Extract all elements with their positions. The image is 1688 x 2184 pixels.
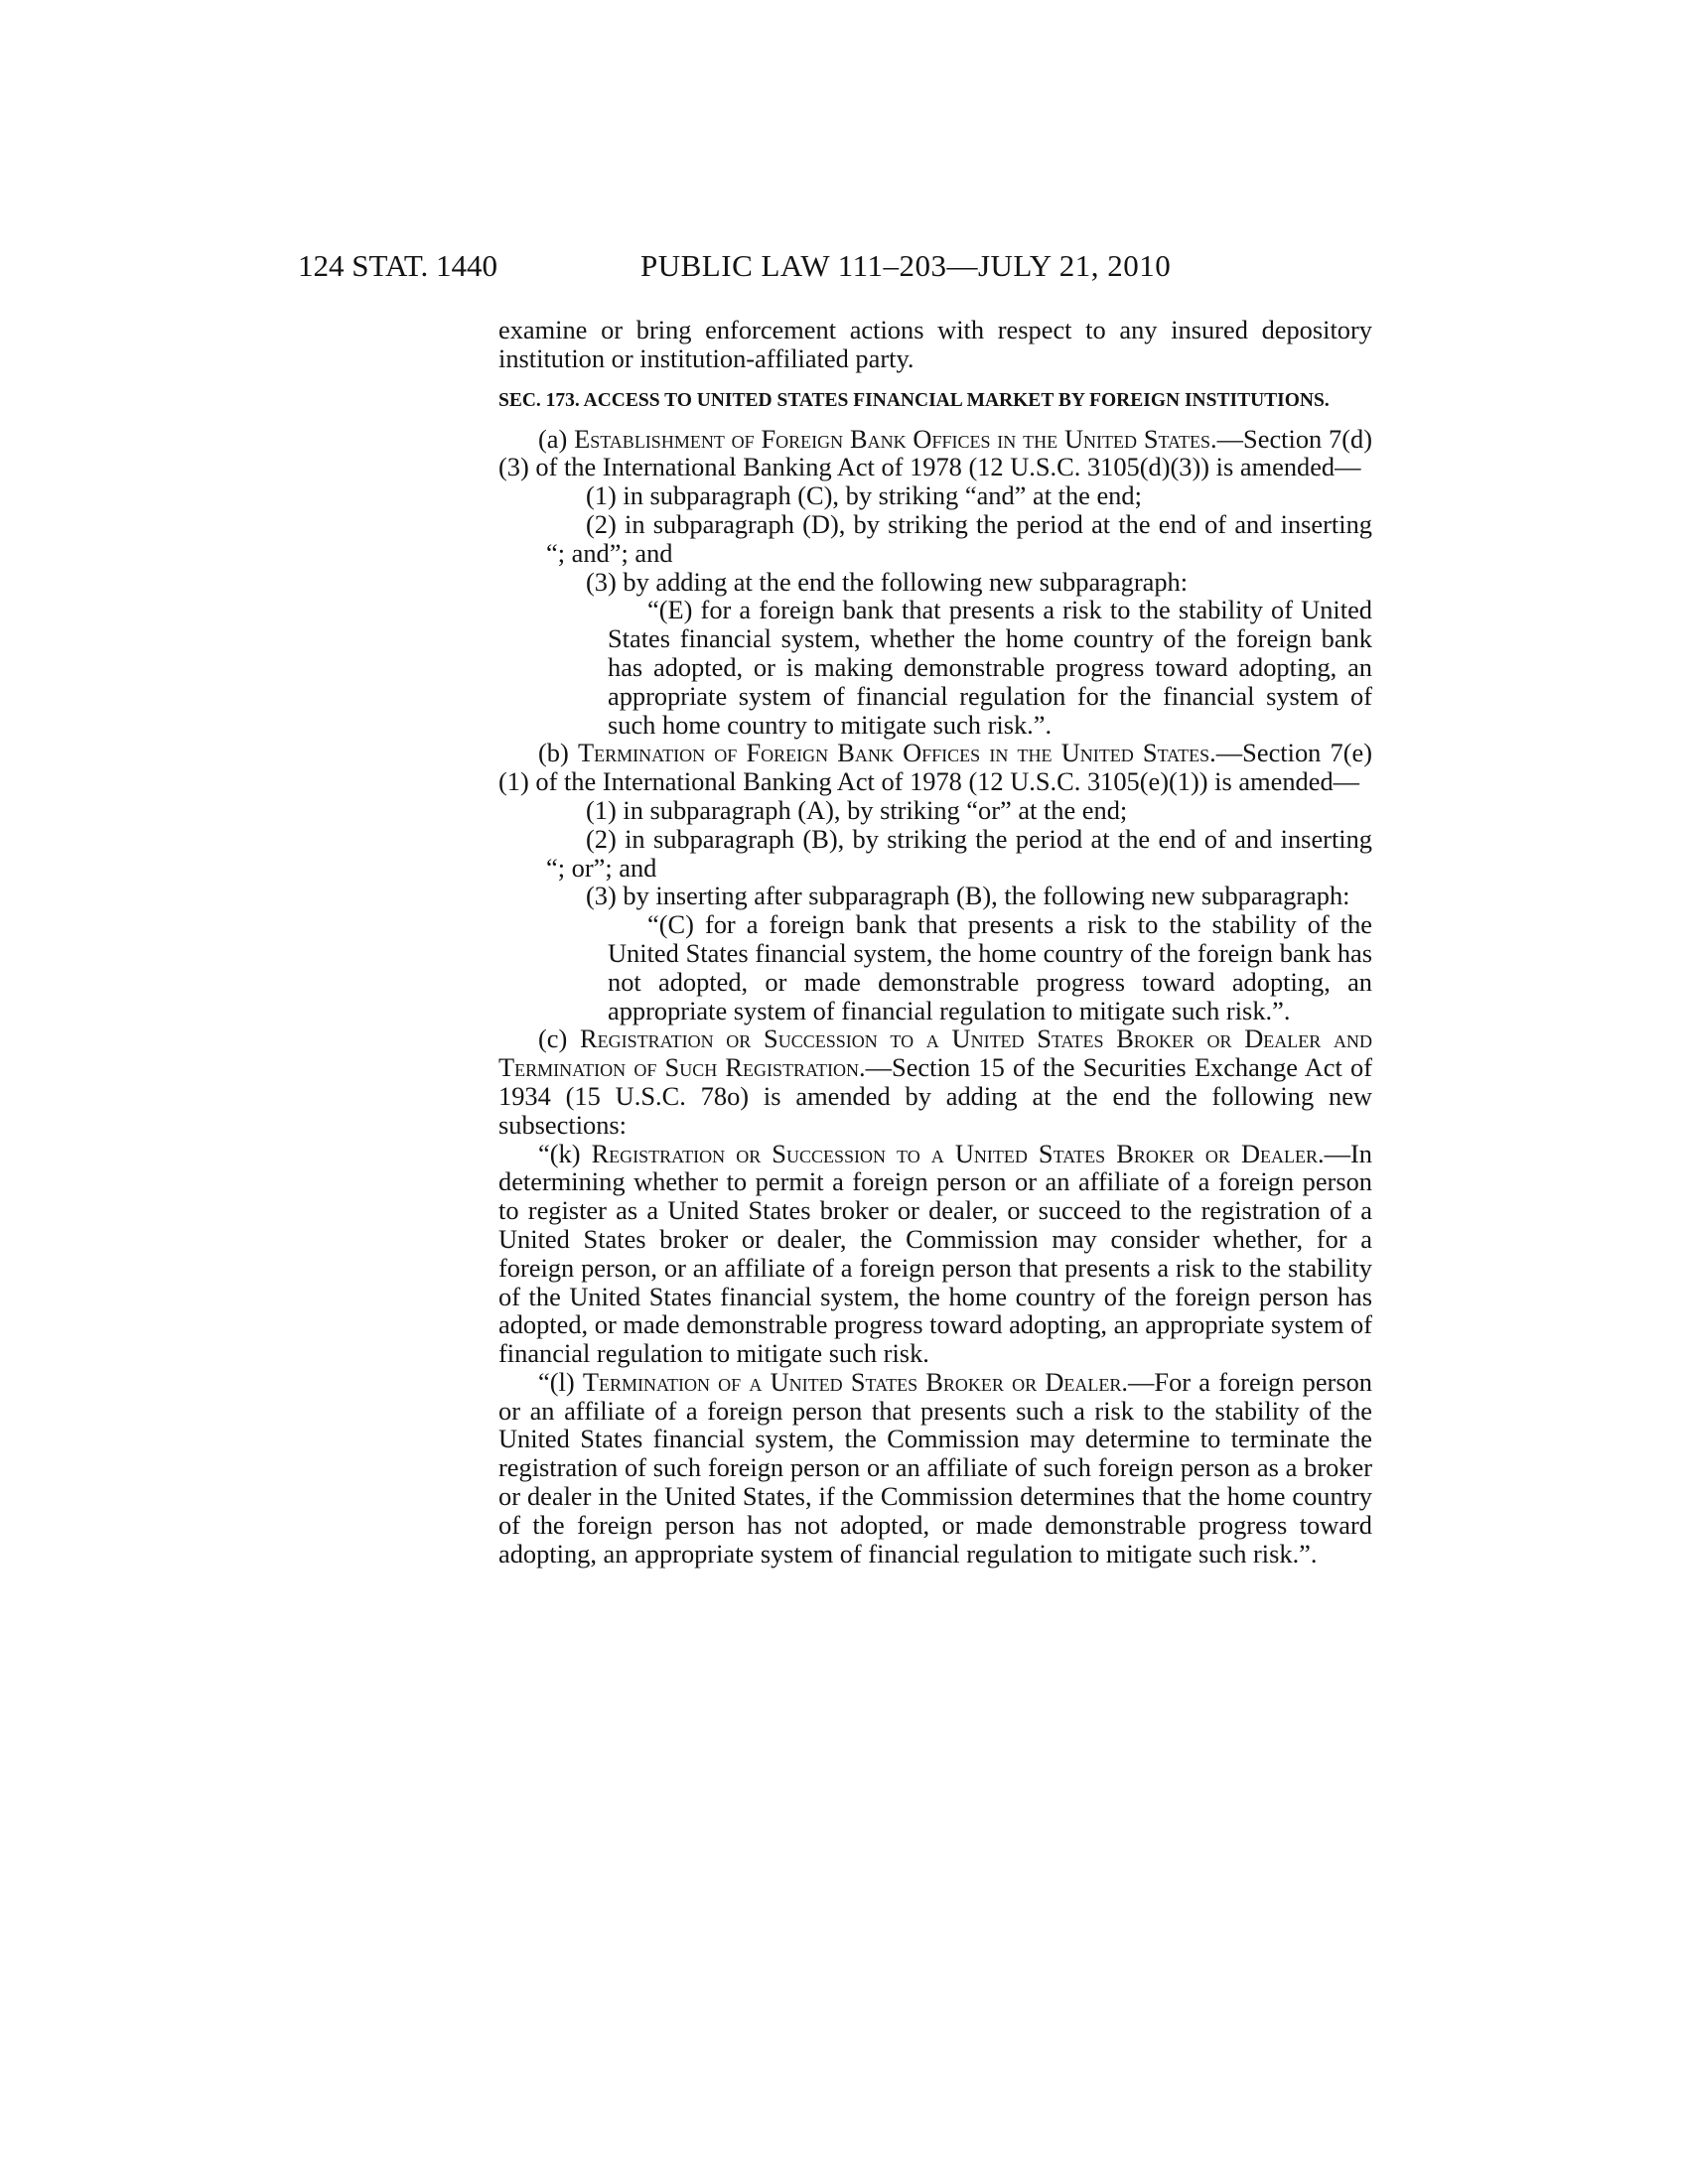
subsection-k-heading: Registration or Succession to a United States Broker or Dealer. <box>591 1138 1325 1168</box>
subsection-b-item-1: (1) in subparagraph (A), by striking “or” at the end; <box>586 794 1128 825</box>
subsection-c-heading: Registration or Succession to a United States Broker or Dealer and Termination of Such Registration. <box>498 1024 1372 1083</box>
subsection-a-text: —Section 7(d)(3) of the International Banking Act of 1978 (12 U.S.C. 3105(d)(3)) is amended— <box>498 423 1373 482</box>
subsection-c-label: (c) <box>538 1024 580 1054</box>
subsection-b-text: —Section 7(e)(1) of the International Banking Act of 1978 (12 U.S.C. 3105(e)(1)) is amended— <box>498 738 1372 797</box>
subsection-c-text: —Section 15 of the Securities Exchange Act of 1934 (15 U.S.C. 78o) is amended by adding at the end the following new subsections: <box>498 1052 1372 1140</box>
subsection-a-item-1: (1) in subparagraph (C), by striking “and” at the end; <box>586 480 1142 511</box>
subsection-c <box>498 1024 1372 1139</box>
statute-page-number: 124 STAT. 1440 <box>298 248 498 283</box>
subsection-b <box>498 739 1372 796</box>
subsection-b-item-2: (2) in subparagraph (B), by striking the period at the end of and inserting “; or”; and <box>546 823 1372 883</box>
subsection-a-label: (a) <box>538 423 575 454</box>
running-title: PUBLIC LAW 111–203—JULY 21, 2010 <box>640 248 1172 283</box>
subsection-a-item-3: (3) by adding at the end the following new subparagraph: <box>586 566 1189 597</box>
quoted-subsection-l <box>498 1368 1372 1569</box>
subsection-b-quoted-subparagraph: “(C) for a foreign bank that presents a risk to the stability of the United States financial system, the home country of the foreign bank has not adopted, or made demonstrable progress toward adopting, an appropriate system of financial regulation to mitigate such risk.”. <box>608 909 1372 1025</box>
document-body <box>498 316 1372 1568</box>
subsection-l-heading: Termination of a United States Broker or Dealer. <box>582 1366 1129 1397</box>
subsection-a-heading: Establishment of Foreign Bank Offices in the United States. <box>574 423 1217 454</box>
subsection-k-label: “(k) <box>538 1138 592 1168</box>
section-heading: SEC. 173. ACCESS TO UNITED STATES FINANCIAL MARKET BY FOREIGN INSTITUTIONS. <box>498 389 1330 411</box>
page-header <box>298 246 1390 286</box>
subsection-b-item-3: (3) by inserting after subparagraph (B), the following new subparagraph: <box>586 881 1350 911</box>
subsection-a <box>498 425 1372 482</box>
subsection-l-text: —For a foreign person or an affiliate of a foreign person that presents such a risk to the stability of the United States financial system, the Commission may determine to terminate the registration of such foreign person or an affiliate of such foreign person as a broker or dealer in the United States, if the Commission determines that the home country of the foreign person has not adopted, or made demonstrable progress toward adopting, an appropriate system of financial regulation to mitigate such risk.”. <box>498 1366 1372 1569</box>
continuation-paragraph: examine or bring enforcement actions with respect to any insured depository institution or institution-affiliated party. <box>498 315 1372 373</box>
subsection-a-item-2: (2) in subparagraph (D), by striking the period at the end of and inserting “; and”; and <box>546 508 1372 568</box>
subsection-b-heading: Termination of Foreign Bank Offices in the United States. <box>577 738 1216 768</box>
quoted-subsection-k <box>498 1140 1372 1368</box>
subsection-a-quoted-subparagraph: “(E) for a foreign bank that presents a risk to the stability of United States financial system, whether the home country of the foreign bank has adopted, or is making demonstrable progress toward adopting, an appropriate system of financial regulation for the financial system of such home country to mitigate such risk.”. <box>608 595 1372 740</box>
subsection-b-label: (b) <box>538 738 578 768</box>
subsection-l-label: “(l) <box>538 1366 583 1397</box>
subsection-k-text: —In determining whether to permit a foreign person or an affiliate of a foreign person to register as a United States broker or dealer, or succeed to the registration of a United States broker or dealer, the Commission may consider whether, for a foreign person, or an affiliate of a foreign person that presents a risk to the stability of the United States financial system, the home country of the foreign person has adopted, or made demonstrable progress toward adopting, an appropriate system of financial regulation to mitigate such risk. <box>498 1138 1372 1369</box>
